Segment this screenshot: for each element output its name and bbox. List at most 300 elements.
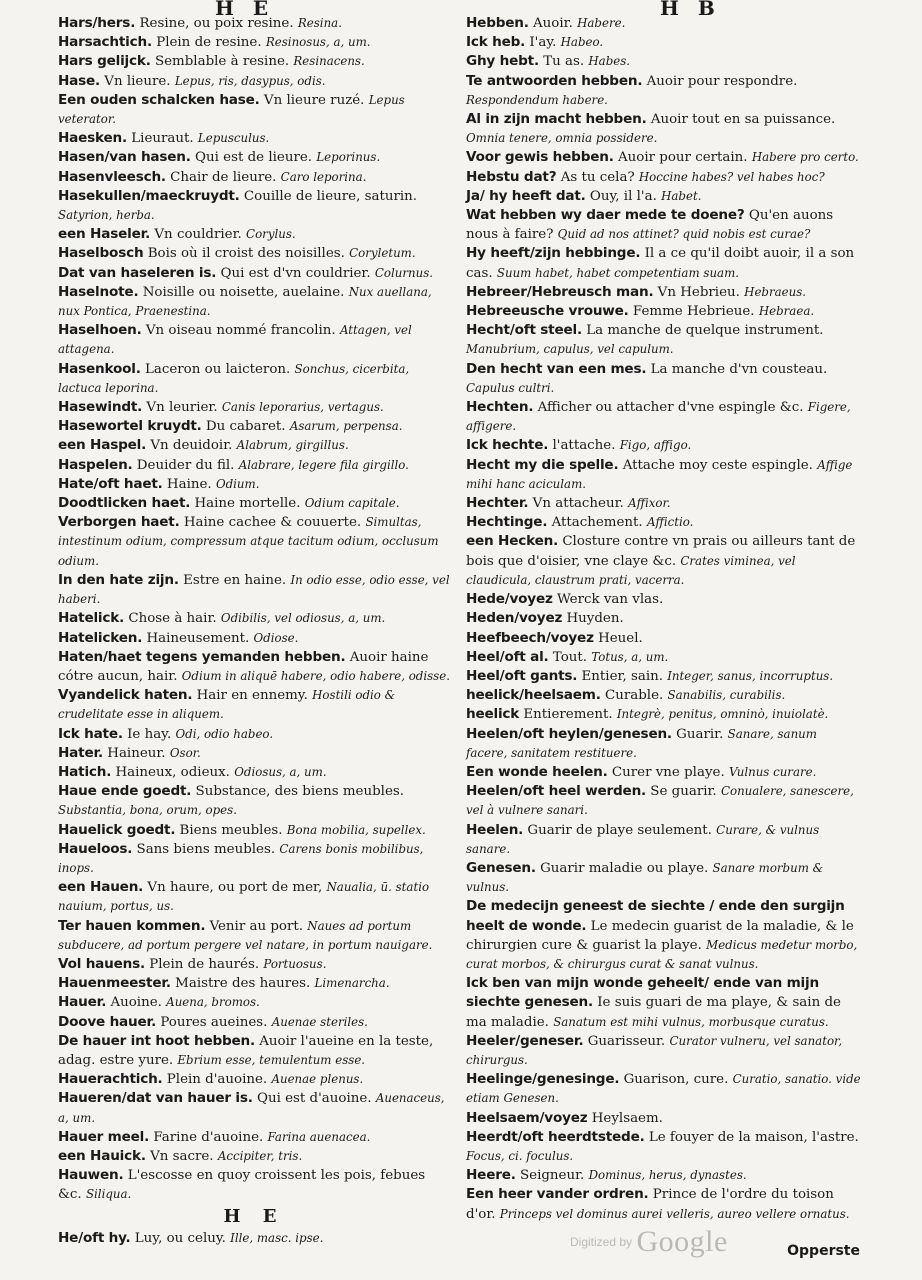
headword: Een ouden schalcken hase. bbox=[58, 91, 260, 108]
headword: Ick hechte. bbox=[466, 437, 549, 454]
latin-gloss: Odium capitale. bbox=[304, 496, 400, 511]
french-gloss: Guarir de playe seulement. bbox=[527, 822, 712, 838]
latin-gloss: Affictio. bbox=[646, 515, 694, 530]
dictionary-entry bbox=[58, 1166, 450, 1204]
french-gloss: Curer vne playe. bbox=[611, 764, 725, 780]
french-gloss: Qui est de lieure. bbox=[195, 150, 313, 166]
latin-gloss: Asarum, perpensa. bbox=[289, 419, 403, 434]
latin-gloss: Odibilis, vel odiosus, a, um. bbox=[220, 611, 386, 626]
headword: Vyandelick haten. bbox=[58, 687, 193, 704]
dictionary-entry bbox=[58, 744, 450, 763]
latin-gloss: Integrè, penitus, omninò, inuiolatè. bbox=[616, 707, 829, 722]
headword: Ja/ hy heeft dat. bbox=[466, 187, 586, 204]
latin-gloss: Dominus, herus, dynastes. bbox=[588, 1168, 747, 1183]
headword: Haesken. bbox=[58, 130, 127, 147]
dictionary-entry bbox=[58, 1032, 450, 1070]
dictionary-entry bbox=[58, 686, 450, 724]
french-gloss: Haine. bbox=[166, 476, 212, 492]
headword: Hede/voyez bbox=[466, 591, 553, 608]
latin-gloss: Alabrum, girgillus. bbox=[236, 438, 349, 453]
latin-gloss: Alabrare, legere fila girgillo. bbox=[238, 457, 409, 472]
headword: In den hate zijn. bbox=[58, 571, 179, 588]
headword: Een heer vander ordren. bbox=[466, 1186, 649, 1203]
dictionary-entry bbox=[58, 321, 450, 359]
latin-gloss: Simultas, intestinum odium, compressum atque tacitum odium, occlusum odium. bbox=[58, 515, 439, 568]
section-heading: H E bbox=[223, 1205, 285, 1227]
headword: Hauelick goedt. bbox=[58, 821, 176, 838]
french-gloss: Entierement. bbox=[523, 707, 613, 723]
headword: Haselbosch bbox=[58, 245, 144, 262]
latin-gloss: Habere pro certo. bbox=[751, 150, 859, 165]
latin-gloss: Focus, ci. foculus. bbox=[466, 1148, 574, 1163]
latin-gloss: Sonchus, cicerbita, lactuca leporina. bbox=[58, 361, 410, 395]
latin-gloss: Habes. bbox=[588, 54, 631, 69]
dictionary-entry bbox=[58, 283, 450, 321]
latin-gloss: Crates viminea, vel claudicula, claustrum prati, vacerra. bbox=[466, 553, 796, 587]
headword: Hater. bbox=[58, 744, 103, 761]
dictionary-entry bbox=[466, 513, 862, 532]
dictionary-entry bbox=[58, 648, 450, 686]
french-gloss: Seigneur. bbox=[519, 1168, 585, 1184]
dictionary-entry bbox=[466, 398, 862, 436]
dictionary-entry bbox=[58, 513, 450, 571]
french-gloss: Auoir pour certain. bbox=[617, 150, 748, 166]
dictionary-entry bbox=[58, 187, 450, 225]
headword: Heeler/geneser. bbox=[466, 1032, 584, 1049]
french-gloss: Noisille ou noisette, auelaine. bbox=[142, 284, 345, 300]
dictionary-entry bbox=[466, 897, 862, 974]
latin-gloss: Hebraea. bbox=[758, 304, 815, 319]
headword: Vol hauens. bbox=[58, 955, 145, 972]
french-gloss: Qui est d'auoine. bbox=[256, 1091, 372, 1107]
french-gloss: Farine d'auoine. bbox=[153, 1129, 264, 1145]
french-gloss: Se guarir. bbox=[650, 784, 717, 800]
headword: Hars gelijck. bbox=[58, 53, 151, 70]
dictionary-entry bbox=[466, 590, 862, 609]
dictionary-entry bbox=[58, 955, 450, 974]
dictionary-entry bbox=[58, 821, 450, 840]
headword: Heel/oft al. bbox=[466, 648, 549, 665]
french-gloss: Vn lieure ruzé. bbox=[263, 92, 365, 108]
headword: Hechtinge. bbox=[466, 514, 548, 531]
french-gloss: Haineur. bbox=[107, 745, 166, 761]
latin-gloss: Princeps vel dominus aurei velleris, aureo vellere ornatus. bbox=[499, 1206, 850, 1221]
dictionary-entry bbox=[466, 1109, 862, 1128]
french-gloss: Tu as. bbox=[543, 54, 585, 70]
dictionary-entry bbox=[58, 917, 450, 955]
latin-gloss: Odi, odio habeo. bbox=[175, 726, 274, 741]
latin-gloss: Capulus cultri. bbox=[466, 380, 555, 395]
dictionary-entry bbox=[58, 494, 450, 513]
headword: Haselnote. bbox=[58, 283, 139, 300]
latin-gloss: Affige mihi hanc aciculam. bbox=[466, 457, 853, 491]
french-gloss: Ouy, il l'a. bbox=[589, 188, 657, 204]
french-gloss: Ie hay. bbox=[127, 726, 172, 742]
dictionary-entry bbox=[466, 283, 862, 302]
latin-gloss: Affixor. bbox=[628, 496, 671, 511]
latin-gloss: Lepus veterator. bbox=[58, 92, 405, 127]
headword: Hechter. bbox=[466, 495, 529, 512]
dictionary-entry bbox=[466, 648, 862, 667]
dictionary-entry bbox=[466, 763, 862, 782]
digitized-watermark bbox=[570, 1225, 728, 1259]
dictionary-entry bbox=[466, 974, 862, 1032]
headword: Hebben. bbox=[466, 15, 529, 31]
dictionary-entry bbox=[466, 705, 862, 724]
headword: Hasen/van hasen. bbox=[58, 149, 191, 166]
dictionary-entry bbox=[466, 302, 862, 321]
french-gloss: Couille de lieure, saturin. bbox=[243, 188, 418, 204]
dictionary-entry bbox=[58, 244, 450, 263]
dictionary-entry bbox=[466, 686, 862, 705]
dictionary-entry bbox=[58, 33, 450, 52]
latin-gloss: Bona mobilia, supellex. bbox=[286, 822, 426, 837]
dictionary-entry bbox=[58, 782, 450, 820]
french-gloss: Haineux, odieux. bbox=[115, 764, 230, 780]
french-gloss: Plein de haurés. bbox=[149, 956, 260, 972]
french-gloss: Entier, sain. bbox=[581, 668, 663, 684]
dictionary-entry bbox=[466, 782, 862, 820]
french-gloss: Luy, ou celuy. bbox=[134, 1230, 226, 1246]
dictionary-entry bbox=[58, 609, 450, 628]
latin-gloss: Hebraeus. bbox=[744, 284, 807, 299]
dictionary-entry bbox=[466, 667, 862, 686]
latin-gloss: Totus, a, um. bbox=[591, 649, 669, 664]
dictionary-entry bbox=[58, 14, 450, 33]
french-gloss: Vn Hebrieu. bbox=[657, 284, 740, 300]
french-gloss: Semblable à resine. bbox=[154, 54, 290, 70]
latin-gloss: Nux auellana, nux Pontica, Praenestina. bbox=[58, 284, 432, 319]
french-gloss: Auoir l'aueine en la teste, adag. estre yure. bbox=[58, 1033, 434, 1068]
dictionary-entry bbox=[58, 1089, 450, 1127]
dictionary-entry bbox=[466, 187, 862, 206]
latin-gloss: Naues ad portum subducere, ad portum pergere vel natare, in portum nauigare. bbox=[58, 918, 433, 952]
headword: een Hauen. bbox=[58, 879, 144, 896]
headword: Hatich. bbox=[58, 763, 112, 780]
headword: Ghy hebt. bbox=[466, 53, 539, 70]
french-gloss: Haineusement. bbox=[146, 630, 250, 646]
headword: Al in zijn macht hebben. bbox=[466, 111, 647, 128]
dictionary-entry bbox=[466, 1185, 862, 1223]
dictionary-entry bbox=[58, 840, 450, 878]
latin-gloss: Limenarcha. bbox=[314, 976, 390, 991]
dictionary-entry bbox=[466, 1032, 862, 1070]
latin-gloss: Curare, & vulnus sanare. bbox=[466, 822, 820, 856]
latin-gloss: Sanabilis, curabilis. bbox=[667, 688, 786, 703]
dictionary-entry bbox=[58, 456, 450, 475]
catchword: Opperste bbox=[787, 1243, 860, 1259]
headword: Hauer meel. bbox=[58, 1128, 150, 1145]
dictionary-entry bbox=[58, 91, 450, 129]
french-gloss: Guarison, cure. bbox=[623, 1072, 729, 1088]
headword: Haue ende goedt. bbox=[58, 783, 192, 800]
french-gloss: Auoir haine cótre aucun, hair. bbox=[58, 649, 429, 684]
headword: Hars/hers. bbox=[58, 15, 136, 31]
headword: Hasenkool. bbox=[58, 360, 141, 377]
latin-gloss: Habere. bbox=[577, 16, 626, 30]
latin-gloss: Ille, masc. ipse. bbox=[230, 1230, 324, 1245]
dictionary-entry bbox=[58, 1013, 450, 1032]
headword: Een wonde heelen. bbox=[466, 763, 608, 780]
headword: Den hecht van een mes. bbox=[466, 360, 647, 377]
latin-gloss: Curator vulneru, vel sanator, chirurgus. bbox=[466, 1033, 843, 1067]
dictionary-entry bbox=[58, 129, 450, 148]
headword: Haspelen. bbox=[58, 456, 133, 473]
french-gloss: Attachement. bbox=[551, 515, 643, 531]
french-gloss: Plein d'auoine. bbox=[166, 1072, 268, 1088]
dictionary-entry bbox=[466, 52, 862, 71]
headword: Haueren/dat van hauer is. bbox=[58, 1090, 253, 1107]
right-column bbox=[466, 14, 862, 1224]
latin-gloss: Hoccine habes? vel habes hoc? bbox=[638, 169, 825, 184]
headword: Hauwen. bbox=[58, 1167, 124, 1184]
dictionary-entry bbox=[466, 1166, 862, 1185]
latin-gloss: Sanare morbum & vulnus. bbox=[466, 860, 824, 895]
headword: Heelen/oft heylen/genesen. bbox=[466, 725, 672, 742]
french-gloss: Werck van vlas. bbox=[556, 592, 664, 608]
french-gloss: Qu'en auons nous à faire? bbox=[466, 208, 834, 243]
latin-gloss: Odiosus, a, um. bbox=[234, 764, 327, 779]
headword: een Haspel. bbox=[58, 437, 147, 454]
dictionary-entry bbox=[58, 360, 450, 398]
headword: Heefbeech/voyez bbox=[466, 629, 594, 646]
latin-gloss: Resinosus, a, um. bbox=[265, 35, 371, 50]
headword: He/oft hy. bbox=[58, 1229, 131, 1246]
latin-gloss: Caro leporina. bbox=[280, 169, 367, 184]
headword: Hauerachtich. bbox=[58, 1071, 163, 1088]
headword: Dat van haseleren is. bbox=[58, 264, 217, 281]
latin-gloss: Lepusculus. bbox=[197, 131, 270, 146]
latin-gloss: Satyrion, herba. bbox=[58, 208, 155, 223]
latin-gloss: Manubrium, capulus, vel capulum. bbox=[466, 342, 674, 357]
dictionary-entry bbox=[58, 148, 450, 167]
french-gloss: Auoir pour respondre. bbox=[646, 73, 798, 89]
dictionary-entry bbox=[58, 398, 450, 417]
latin-gloss: Conualere, sanescere, vel à vulnere sanari. bbox=[466, 784, 854, 818]
french-gloss: Le medecin guarist de la maladie, & le chirurgien cure & guarist la playe. bbox=[466, 918, 854, 953]
latin-gloss: Auena, bromos. bbox=[166, 995, 260, 1010]
headword: Ick hate. bbox=[58, 725, 123, 742]
dictionary-entry bbox=[466, 72, 862, 110]
latin-gloss: Vulnus curare. bbox=[728, 764, 817, 779]
headword: Hecht/oft steel. bbox=[466, 322, 582, 339]
headword: Genesen. bbox=[466, 859, 536, 876]
headword: Heelsaem/voyez bbox=[466, 1109, 588, 1126]
latin-gloss: Suum habet, habet competentiam suam. bbox=[496, 265, 740, 280]
latin-gloss: Quid ad nos attinet? quid nobis est curae? bbox=[557, 227, 811, 242]
latin-gloss: Medicus medetur morbo, curat morbos, & chirurgus curat & sanat vulnus. bbox=[466, 937, 858, 971]
latin-gloss: Habet. bbox=[661, 188, 702, 203]
dictionary-entry bbox=[466, 33, 862, 52]
latin-gloss: Respondendum habere. bbox=[466, 92, 608, 107]
latin-gloss: Naualia, ū. statio nauium, portus, us. bbox=[58, 880, 430, 914]
french-gloss: Chair de lieure. bbox=[170, 169, 277, 185]
headword: Hebreeusche vrouwe. bbox=[466, 303, 629, 320]
headword: Heel/oft gants. bbox=[466, 667, 578, 684]
headword: De medecijn geneest de siechte / ende den surgijn heelt de wonde. bbox=[466, 898, 845, 934]
headword: een Hecken. bbox=[466, 533, 559, 550]
dictionary-entry bbox=[466, 1070, 862, 1108]
latin-gloss: Curatio, sanatio. vide etiam Genesen. bbox=[466, 1072, 861, 1106]
dictionary-entry bbox=[58, 225, 450, 244]
latin-gloss: Auenaceus, a, um. bbox=[58, 1091, 445, 1125]
latin-gloss: Figo, affigo. bbox=[619, 438, 692, 453]
french-gloss: Chose à hair. bbox=[128, 611, 217, 627]
headword: Hate/oft haet. bbox=[58, 475, 163, 492]
latin-gloss: Farina auenacea. bbox=[267, 1129, 371, 1144]
headword: Heere. bbox=[466, 1167, 516, 1184]
french-gloss: Auoir tout en sa puissance. bbox=[650, 112, 836, 128]
french-gloss: Prince de l'ordre du toison d'or. bbox=[466, 1187, 834, 1222]
running-head-right: H B bbox=[660, 0, 721, 20]
headword: Hauenmeester. bbox=[58, 975, 171, 992]
dictionary-entry bbox=[466, 436, 862, 455]
dictionary-entry bbox=[58, 1229, 450, 1248]
french-gloss: Lieuraut. bbox=[131, 131, 194, 147]
french-gloss: Vn haure, ou port de mer, bbox=[147, 880, 323, 896]
french-gloss: Venir au port. bbox=[209, 918, 304, 934]
dictionary-entry bbox=[58, 629, 450, 648]
latin-gloss: Leporinus. bbox=[316, 150, 381, 165]
headword: Hecht my die spelle. bbox=[466, 456, 619, 473]
headword: Hasewortel kruydt. bbox=[58, 418, 202, 435]
french-gloss: Biens meubles. bbox=[179, 822, 283, 838]
headword: Haselhoen. bbox=[58, 322, 142, 339]
latin-gloss: Hostili odio & crudelitate esse in aliquem. bbox=[58, 688, 396, 722]
dictionary-entry bbox=[58, 1128, 450, 1147]
latin-gloss: Odium. bbox=[215, 476, 260, 491]
french-gloss: I'ay. bbox=[529, 35, 557, 51]
headword: Doove hauer. bbox=[58, 1013, 157, 1030]
french-gloss: Haine mortelle. bbox=[194, 496, 301, 512]
french-gloss: Vn leurier. bbox=[146, 400, 218, 416]
french-gloss: Femme Hebrieue. bbox=[632, 304, 755, 320]
headword: Heelinge/genesinge. bbox=[466, 1071, 620, 1088]
headword: Heerdt/oft heerdtstede. bbox=[466, 1128, 645, 1145]
latin-gloss: Auenae steriles. bbox=[271, 1014, 368, 1029]
french-gloss: La manche d'vn cousteau. bbox=[650, 361, 828, 377]
french-gloss: Le fouyer de la maison, l'astre. bbox=[648, 1129, 859, 1145]
dictionary-entry bbox=[58, 264, 450, 283]
french-gloss: Heylsaem. bbox=[591, 1110, 663, 1126]
latin-gloss: Substantia, bona, orum, opes. bbox=[58, 803, 237, 818]
headword: Doodtlicken haet. bbox=[58, 495, 191, 512]
headword: Hebstu dat? bbox=[466, 168, 557, 185]
watermark-prefix: Digitized by bbox=[570, 1235, 633, 1249]
dictionary-entry bbox=[58, 417, 450, 436]
french-gloss: Vn couldrier. bbox=[154, 227, 242, 243]
latin-gloss: Lepus, ris, dasypus, odis. bbox=[174, 73, 326, 88]
dictionary-entry bbox=[58, 763, 450, 782]
headword: een Hauick. bbox=[58, 1147, 146, 1164]
french-gloss: L'escosse en quoy croissent les pois, febues &c. bbox=[58, 1168, 426, 1203]
latin-gloss: Osor. bbox=[169, 745, 201, 760]
dictionary-entry bbox=[466, 494, 862, 513]
headword: Hebreer/Hebreusch man. bbox=[466, 283, 654, 300]
french-gloss: Curable. bbox=[604, 688, 664, 704]
headword: Heelen/oft heel werden. bbox=[466, 783, 647, 800]
headword: Harsachtich. bbox=[58, 34, 152, 51]
headword: Hasenvleesch. bbox=[58, 168, 166, 185]
french-gloss: Qui est d'vn couldrier. bbox=[220, 265, 371, 281]
dictionary-entry bbox=[466, 148, 862, 167]
headword: Heelen. bbox=[466, 821, 524, 838]
headword: heelick bbox=[466, 706, 520, 723]
french-gloss: Closture contre vn prais ou ailleurs tant de bois que d'oisier, vne claye &c. bbox=[466, 534, 856, 569]
latin-gloss: Odiose. bbox=[253, 630, 299, 645]
french-gloss: Guarir maladie ou playe. bbox=[540, 860, 709, 876]
french-gloss: Afficher ou attacher d'vne espingle &c. bbox=[537, 400, 804, 416]
latin-gloss: Carens bonis mobilibus, inops. bbox=[58, 841, 424, 875]
dictionary-entry bbox=[466, 532, 862, 590]
french-gloss: Ie suis guari de ma playe, & sain de ma maladie. bbox=[466, 995, 841, 1030]
latin-gloss: Integer, sanus, incorruptus. bbox=[667, 668, 834, 683]
dictionary-entry bbox=[466, 360, 862, 398]
latin-gloss: Accipiter, tris. bbox=[217, 1148, 303, 1163]
french-gloss: La manche de quelque instrument. bbox=[586, 323, 824, 339]
french-gloss: Poures aueines. bbox=[160, 1014, 268, 1030]
latin-gloss: Auenae plenus. bbox=[271, 1072, 364, 1087]
dictionary-entry bbox=[58, 1070, 450, 1089]
headword: Hasewindt. bbox=[58, 399, 143, 416]
dictionary-entry bbox=[58, 436, 450, 455]
dictionary-entry bbox=[466, 244, 862, 282]
headword: Ick heb. bbox=[466, 34, 526, 51]
dictionary-entry bbox=[58, 878, 450, 916]
headword: Heden/voyez bbox=[466, 610, 563, 627]
latin-gloss: Portuosus. bbox=[263, 956, 327, 971]
dictionary-entry bbox=[58, 1147, 450, 1166]
french-gloss: Guarir. bbox=[676, 726, 724, 742]
french-gloss: Bois où il croist des noisilles. bbox=[147, 246, 345, 262]
dictionary-entry bbox=[466, 321, 862, 359]
french-gloss: Sans biens meubles. bbox=[136, 841, 276, 857]
headword: Ick ben van mijn wonde geheelt/ ende van mijn siechte genesen. bbox=[466, 975, 819, 1011]
dictionary-entry bbox=[466, 14, 862, 33]
headword: een Haseler. bbox=[58, 226, 151, 243]
french-gloss: Heuel. bbox=[598, 630, 643, 646]
french-gloss: Attache moy ceste espingle. bbox=[622, 457, 813, 473]
dictionary-entry bbox=[466, 859, 862, 897]
dictionary-entry bbox=[466, 456, 862, 494]
dictionary-entry bbox=[466, 168, 862, 187]
french-gloss: Vn attacheur. bbox=[532, 496, 624, 512]
dictionary-entry bbox=[466, 725, 862, 763]
latin-gloss: Odium in aliquē habere, odio habere, odisse. bbox=[181, 668, 450, 683]
headword: Ter hauen kommen. bbox=[58, 917, 206, 934]
dictionary-entry bbox=[58, 168, 450, 187]
latin-gloss: In odio esse, odio esse, vel haberi. bbox=[58, 572, 450, 607]
french-gloss: Auoine. bbox=[110, 995, 162, 1011]
headword: Wat hebben wy daer mede te doene? bbox=[466, 207, 745, 224]
french-gloss: Plein de resine. bbox=[156, 35, 262, 51]
french-gloss: Auoir. bbox=[533, 16, 573, 31]
dictionary-entry bbox=[466, 609, 862, 628]
french-gloss: Substance, des biens meubles. bbox=[195, 784, 404, 800]
french-gloss: Huyden. bbox=[566, 611, 624, 627]
dictionary-entry bbox=[58, 52, 450, 71]
latin-gloss: Figere, affigere. bbox=[466, 400, 851, 434]
latin-gloss: Attagen, vel attagena. bbox=[58, 323, 412, 357]
dictionary-entry bbox=[58, 725, 450, 744]
latin-gloss: Omnia tenere, omnia possidere. bbox=[466, 131, 658, 146]
latin-gloss: Corylus. bbox=[246, 227, 296, 242]
latin-gloss: Sanare, sanum facere, sanitatem restituere. bbox=[466, 726, 817, 760]
dictionary-entry bbox=[466, 110, 862, 148]
french-gloss: Resine, ou poix resine. bbox=[139, 16, 294, 31]
headword: Haueloos. bbox=[58, 840, 133, 857]
headword: Hauer. bbox=[58, 994, 107, 1011]
